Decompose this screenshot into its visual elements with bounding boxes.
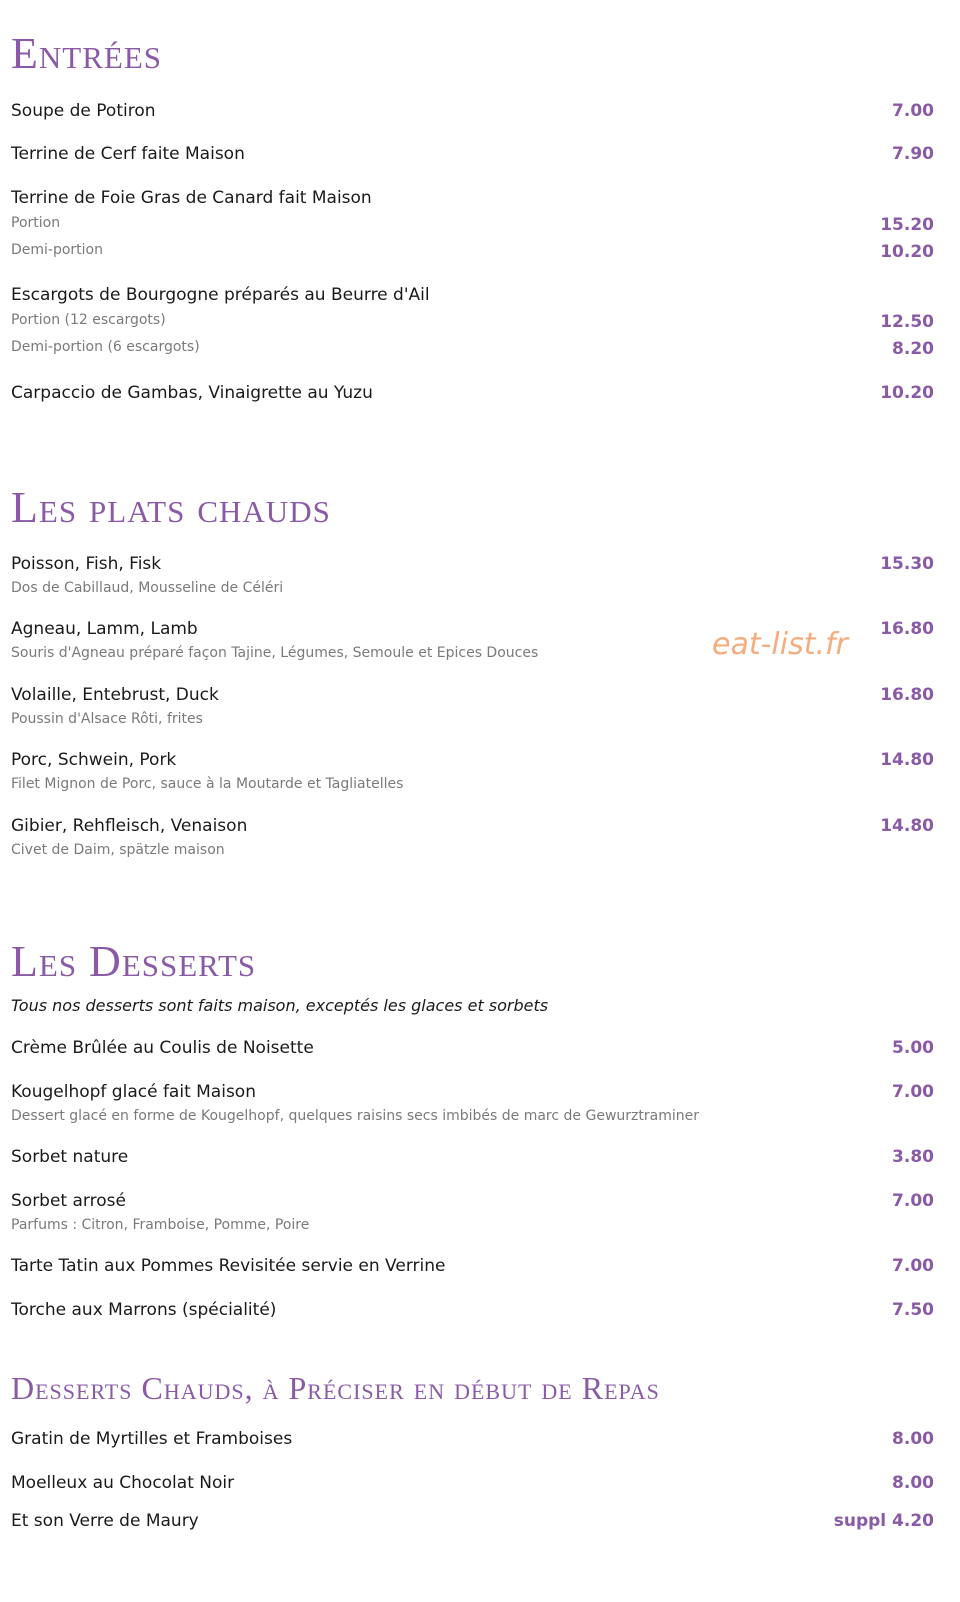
menu-item-name: Porc, Schwein, Pork: [11, 750, 177, 770]
menu-item-name: Sorbet arrosé: [11, 1191, 126, 1211]
menu-item-name: Gibier, Rehfleisch, Venaison: [11, 816, 248, 836]
menu-item-option-label: Portion (12 escargots): [11, 312, 166, 328]
menu-item-name: Carpaccio de Gambas, Vinaigrette au Yuzu: [11, 383, 373, 403]
menu-item-price: 7.00: [892, 1256, 934, 1276]
menu-item-name: Terrine de Foie Gras de Canard fait Maison: [11, 188, 372, 208]
menu-item-description: Civet de Daim, spätzle maison: [11, 842, 225, 858]
menu-item-name: Agneau, Lamm, Lamb: [11, 619, 198, 639]
watermark-text: eat-list.fr: [712, 627, 848, 662]
menu-item-price: 14.80: [880, 816, 934, 836]
menu-item-price: 7.00: [892, 1082, 934, 1102]
menu-item-price: 3.80: [892, 1147, 934, 1167]
menu-item-option-price: 10.20: [880, 242, 934, 262]
menu-item-name: Gratin de Myrtilles et Framboises: [11, 1429, 293, 1449]
menu-item-price: 16.80: [880, 685, 934, 705]
menu-item-name: Kougelhopf glacé fait Maison: [11, 1082, 256, 1102]
section-note: Tous nos desserts sont faits maison, exceptés les glaces et sorbets: [11, 996, 549, 1015]
menu-item-option-label: Demi-portion (6 escargots): [11, 339, 200, 355]
section-title-plats-chauds: Les plats chauds: [11, 483, 331, 532]
menu-item-description: Dos de Cabillaud, Mousseline de Céléri: [11, 580, 284, 596]
menu-item-name: Soupe de Potiron: [11, 101, 156, 121]
menu-item-price: 10.20: [880, 383, 934, 403]
menu-item-description: Dessert glacé en forme de Kougelhopf, quelques raisins secs imbibés de marc de Gewurztraminer: [11, 1108, 699, 1124]
menu-item-option-label: Portion: [11, 215, 61, 231]
menu-item-description: Parfums : Citron, Framboise, Pomme, Poire: [11, 1217, 310, 1233]
menu-item-description: Poussin d'Alsace Rôti, frites: [11, 711, 203, 727]
menu-item-name: Escargots de Bourgogne préparés au Beurre d'Ail: [11, 285, 430, 305]
menu-item-price: 8.00: [892, 1473, 934, 1493]
menu-item-option-label: Demi-portion: [11, 242, 103, 258]
menu-item-name: Terrine de Cerf faite Maison: [11, 144, 245, 164]
menu-item-price: 7.50: [892, 1300, 934, 1320]
section-title-desserts-chauds: Desserts Chauds, à Préciser en début de Repas: [11, 1370, 660, 1406]
menu-item-price: 7.00: [892, 101, 934, 121]
menu-item-name: Moelleux au Chocolat Noir: [11, 1473, 235, 1493]
menu-item-price: 5.00: [892, 1038, 934, 1058]
menu-item-price: 14.80: [880, 750, 934, 770]
menu-item-price: 7.90: [892, 144, 934, 164]
menu-item-name: Tarte Tatin aux Pommes Revisitée servie en Verrine: [11, 1256, 446, 1276]
section-title-entrees: Entrées: [11, 29, 162, 78]
menu-item-price: 7.00: [892, 1191, 934, 1211]
menu-item-name: Torche aux Marrons (spécialité): [11, 1300, 277, 1320]
menu-item-option-price: 15.20: [880, 215, 934, 235]
section-title-desserts: Les Desserts: [11, 937, 257, 986]
menu-item-price: 16.80: [880, 619, 934, 639]
menu-item-name: Sorbet nature: [11, 1147, 129, 1167]
menu-item-name: Volaille, Entebrust, Duck: [11, 685, 219, 705]
menu-item-description: Souris d'Agneau préparé façon Tajine, Légumes, Semoule et Epices Douces: [11, 645, 539, 661]
menu-item-name: Poisson, Fish, Fisk: [11, 554, 162, 574]
menu-item-price: 15.30: [880, 554, 934, 574]
menu-item-price: suppl 4.20: [833, 1511, 934, 1531]
menu-item-name: Crème Brûlée au Coulis de Noisette: [11, 1038, 314, 1058]
menu-item-price: 8.00: [892, 1429, 934, 1449]
menu-item-option-price: 12.50: [880, 312, 934, 332]
menu-item-name: Et son Verre de Maury: [11, 1511, 199, 1531]
menu-item-option-price: 8.20: [892, 339, 934, 359]
menu-item-description: Filet Mignon de Porc, sauce à la Moutarde et Tagliatelles: [11, 776, 404, 792]
